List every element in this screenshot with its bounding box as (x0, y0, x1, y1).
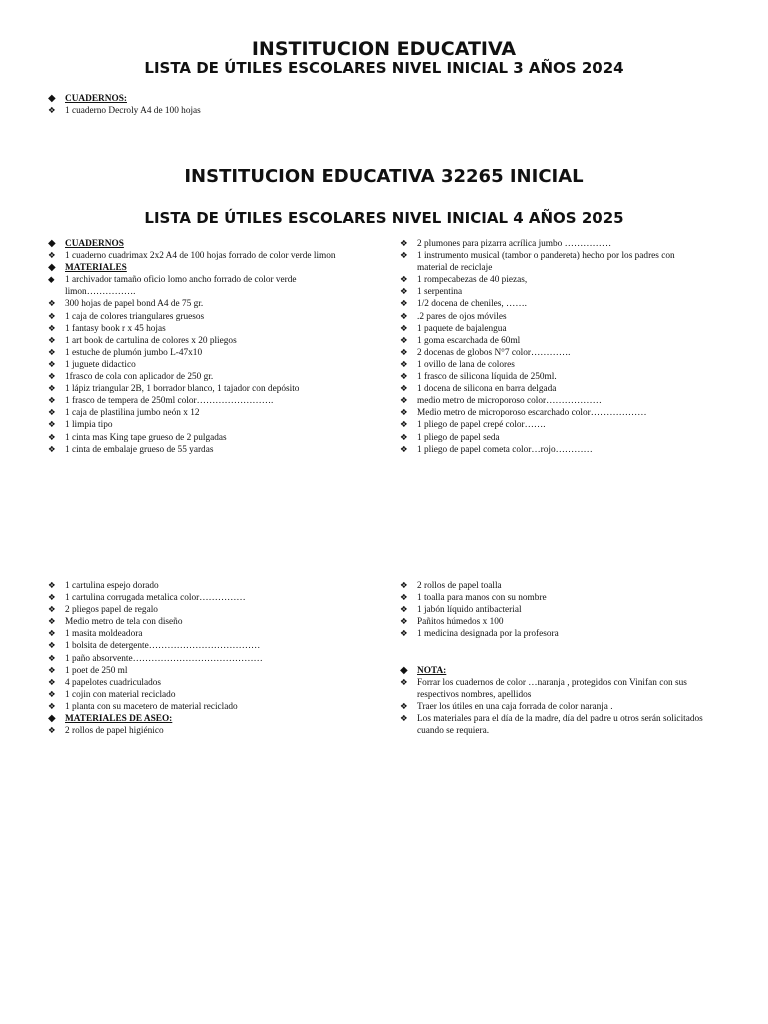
diamond-bullet-icon: ◆ (48, 275, 55, 286)
list-2025-right-2 (400, 580, 705, 640)
header-title-2025: INSTITUCION EDUCATIVA 32265 INICIAL (184, 166, 584, 187)
list-item (400, 335, 705, 347)
list-heading-text: MATERIALES DE ASEO: (65, 714, 173, 725)
list-item (400, 395, 705, 407)
list-heading-text: CUADERNOS (65, 239, 124, 249)
fleuron-bullet-icon: ❖ (400, 432, 408, 443)
list-item-text: 1 goma escarchada de 60ml (417, 335, 521, 346)
fleuron-bullet-icon: ❖ (48, 726, 56, 737)
list-item (48, 419, 348, 431)
list-item (48, 592, 348, 604)
list-item (400, 371, 705, 383)
list-item (48, 616, 348, 628)
list-item-text: 4 papelotes cuadriculados (65, 677, 162, 688)
fleuron-bullet-icon: ❖ (400, 299, 408, 310)
header-subtitle-2025: LISTA DE ÚTILES ESCOLARES NIVEL INICIAL 4 AÑOS 2025 (144, 209, 624, 227)
list-item-text: 1 frasco de silicona líquida de 250ml. (417, 372, 557, 383)
fleuron-bullet-icon: ❖ (48, 372, 56, 383)
list-item (400, 359, 705, 371)
list-item-text: 1 ovillo de lana de colores (417, 359, 515, 370)
list-item (400, 604, 705, 616)
list-item-text: 2 pliegos papel de regalo (65, 605, 158, 616)
list-item-text: 1/2 docena de cheniles, ……. (417, 299, 527, 310)
fleuron-bullet-icon: ❖ (48, 665, 56, 676)
list-item (400, 432, 705, 444)
list-item (400, 419, 705, 431)
list-item-text: 1frasco de cola con aplicador de 250 gr. (65, 372, 214, 383)
fleuron-bullet-icon: ❖ (48, 251, 56, 262)
list-item-text: Pañitos húmedos x 100 (417, 617, 504, 628)
list-item-text: 1 cuaderno cuadrimax 2x2 A4 de 100 hojas forrado de color verde limon (65, 251, 336, 262)
list-item (400, 311, 705, 323)
list-item-text: 1 frasco de tempera de 250ml color……………………. (65, 396, 274, 407)
list-item-text: 1 caja de colores triangulares gruesos (65, 311, 205, 322)
list-item (400, 286, 705, 298)
fleuron-bullet-icon: ❖ (48, 299, 56, 310)
list-item-text: Los materiales para el día de la madre, día del padre u otros serán solicitados cuando se requiera. (417, 714, 703, 737)
list-item-text: 1 masita moldeadora (65, 629, 143, 640)
fleuron-bullet-icon: ❖ (48, 384, 56, 395)
list-item (48, 359, 348, 371)
diamond-bullet-icon: ◆ (400, 665, 408, 676)
list-item-text: 1 pliego de papel cometa color…rojo………… (417, 444, 593, 455)
fleuron-bullet-icon: ❖ (48, 617, 56, 628)
fleuron-bullet-icon: ❖ (48, 396, 56, 407)
fleuron-bullet-icon: ❖ (48, 408, 56, 419)
list-item-text: 1 docena de silicona en barra delgada (417, 384, 557, 395)
list-item (48, 335, 348, 347)
fleuron-bullet-icon: ❖ (400, 444, 408, 455)
list-item (48, 105, 368, 117)
list-item-text: 1 instrumento musical (tambor o pandereta) hecho por los padres con material de reciclaje (417, 251, 675, 274)
list-heading-text: MATERIALES (65, 263, 127, 274)
list-item (48, 274, 348, 298)
fleuron-bullet-icon: ❖ (48, 629, 56, 640)
list-item-text: 1 cinta de embalaje grueso de 55 yardas (65, 444, 214, 455)
fleuron-bullet-icon: ❖ (400, 275, 408, 286)
list-item-text: 1 cinta mas King tape grueso de 2 pulgadas (65, 432, 227, 443)
fleuron-bullet-icon: ❖ (400, 605, 408, 616)
list-heading-text: NOTA: (417, 666, 447, 676)
list-item (48, 432, 348, 444)
list-item (48, 347, 348, 359)
list-item (400, 677, 705, 701)
list-item-text: 1 cojin con material reciclado (65, 689, 176, 700)
list-item (48, 580, 348, 592)
fleuron-bullet-icon: ❖ (48, 641, 56, 652)
list-item-text: 1 paño absorvente…………………………………… (65, 653, 263, 664)
list-item-text: 1 caja de plastilina jumbo neón x 12 (65, 408, 200, 419)
list-heading-text: CUADERNOS: (65, 94, 127, 104)
header-subtitle-2024: LISTA DE ÚTILES ESCOLARES NIVEL INICIAL 3 AÑOS 2024 (144, 59, 624, 77)
fleuron-bullet-icon: ❖ (400, 714, 408, 725)
list-item (400, 713, 705, 737)
list-item (48, 371, 348, 383)
fleuron-bullet-icon: ❖ (400, 239, 408, 249)
fleuron-bullet-icon: ❖ (48, 420, 56, 431)
list-item (48, 640, 348, 652)
list-item-text: Forrar los cuadernos de color …naranja , protegidos con Vinifan con sus respectivos nombres, apellidos (417, 678, 687, 701)
list-item-text: 1 pliego de papel seda (417, 432, 500, 443)
list-item (400, 592, 705, 604)
list-item-text: 1 rompecabezas de 40 piezas, (417, 275, 528, 286)
fleuron-bullet-icon: ❖ (48, 689, 56, 700)
list-item (400, 701, 705, 713)
list-2025-right-1 (400, 238, 705, 456)
fleuron-bullet-icon: ❖ (48, 581, 56, 591)
fleuron-bullet-icon: ❖ (400, 287, 408, 298)
list-item (400, 444, 705, 456)
list-item-text: 300 hojas de papel bond A4 de 75 gr. (65, 299, 204, 310)
notes-list (400, 665, 705, 738)
list-item (48, 298, 348, 310)
fleuron-bullet-icon: ❖ (48, 432, 56, 443)
list-item (400, 347, 705, 359)
fleuron-bullet-icon: ❖ (400, 617, 408, 628)
list-item-text: 1 art book de cartulina de colores x 20 pliegos (65, 335, 237, 346)
list-item (48, 725, 348, 737)
list-item-text: Traer los útiles en una caja forrada de color naranja . (417, 702, 613, 713)
fleuron-bullet-icon: ❖ (400, 420, 408, 431)
list-item-text: 2 docenas de globos N°7 color…………. (417, 347, 571, 358)
list-item (48, 653, 348, 665)
fleuron-bullet-icon: ❖ (48, 359, 56, 370)
list-item (48, 311, 348, 323)
list-item-text: 1 serpentina (417, 287, 463, 298)
list-heading (48, 713, 348, 725)
diamond-bullet-icon: ◆ (48, 713, 56, 725)
list-item (48, 677, 348, 689)
list-2025-left-2 (48, 580, 348, 737)
list-item-text: 1 toalla para manos con su nombre (417, 593, 547, 604)
fleuron-bullet-icon: ❖ (48, 335, 56, 346)
list-item-text: 1 fantasy book r x 45 hojas (65, 323, 166, 334)
list-item-text: 1 pliego de papel crepé color……. (417, 420, 546, 431)
fleuron-bullet-icon: ❖ (400, 347, 408, 358)
diamond-bullet-icon: ◆ (48, 238, 56, 249)
fleuron-bullet-icon: ❖ (400, 311, 408, 322)
list-item (400, 407, 705, 419)
fleuron-bullet-icon: ❖ (48, 323, 56, 334)
list-heading (48, 93, 368, 105)
list-item (48, 689, 348, 701)
fleuron-bullet-icon: ❖ (48, 593, 56, 604)
diamond-bullet-icon: ◆ (48, 262, 56, 274)
list-item-text: 1 lápiz triangular 2B, 1 borrador blanco, 1 tajador con depósito (65, 384, 300, 395)
list-item (48, 383, 348, 395)
fleuron-bullet-icon: ❖ (48, 701, 56, 712)
list-item-text: 1 archivador tamaño oficio lomo ancho forrado de color verde limon……………. (65, 275, 297, 298)
list-item (48, 701, 348, 713)
list-item (48, 395, 348, 407)
list-item-text: 1 juguete didactico (65, 359, 136, 370)
list-item-text: 2 rollos de papel toalla (417, 581, 502, 591)
fleuron-bullet-icon: ❖ (400, 678, 408, 689)
list-item (48, 444, 348, 456)
diamond-bullet-icon: ◆ (48, 93, 56, 104)
list-item-text: 2 rollos de papel higiénico (65, 726, 164, 737)
list-item (400, 323, 705, 335)
header-title-2024: INSTITUCION EDUCATIVA (251, 38, 517, 60)
list-item-text: 1 jabón líquido antibacterial (417, 605, 522, 616)
fleuron-bullet-icon: ❖ (400, 335, 408, 346)
list-item-text: 1 cartulina espejo dorado (65, 581, 159, 591)
list-heading (48, 262, 348, 274)
fleuron-bullet-icon: ❖ (400, 629, 408, 640)
list-item-text: Medio metro de tela con diseño (65, 617, 183, 628)
fleuron-bullet-icon: ❖ (400, 359, 408, 370)
fleuron-bullet-icon: ❖ (48, 653, 56, 664)
list-item-text: 1 cartulina corrugada metalica color…………… (65, 593, 246, 604)
fleuron-bullet-icon: ❖ (48, 347, 56, 358)
fleuron-bullet-icon: ❖ (400, 384, 408, 395)
list-item (400, 238, 705, 250)
list-item (48, 323, 348, 335)
list-item (48, 604, 348, 616)
list-item-text: 1 paquete de bajalengua (417, 323, 507, 334)
list-item-text: .2 pares de ojos móviles (417, 311, 507, 322)
list-item-text: 1 planta con su macetero de material reciclado (65, 701, 238, 712)
list-item (400, 250, 705, 274)
fleuron-bullet-icon: ❖ (400, 323, 408, 334)
fleuron-bullet-icon: ❖ (48, 677, 56, 688)
list-item (400, 274, 705, 286)
fleuron-bullet-icon: ❖ (400, 372, 408, 383)
list-2025-left-1 (48, 238, 348, 456)
fleuron-bullet-icon: ❖ (400, 581, 408, 591)
fleuron-bullet-icon: ❖ (400, 408, 408, 419)
list-heading (48, 238, 348, 250)
list-item (400, 616, 705, 628)
fleuron-bullet-icon: ❖ (400, 251, 408, 262)
list-item (400, 628, 705, 640)
list-item (400, 383, 705, 395)
list-item (48, 250, 348, 262)
list-2024 (48, 93, 368, 117)
list-item (400, 580, 705, 592)
list-item-text: Medio metro de microporoso escarchado color……………… (417, 408, 647, 419)
fleuron-bullet-icon: ❖ (48, 311, 56, 322)
fleuron-bullet-icon: ❖ (400, 702, 408, 713)
list-item-text: 1 poet de 250 ml (65, 665, 128, 676)
fleuron-bullet-icon: ❖ (48, 605, 56, 616)
list-item-text: 1 estuche de plumón jumbo L-47x10 (65, 347, 203, 358)
fleuron-bullet-icon: ❖ (48, 444, 56, 455)
list-item-text: 1 medicina designada por la profesora (417, 629, 559, 640)
list-item-text: 1 cuaderno Decroly A4 de 100 hojas (65, 106, 201, 117)
list-item (48, 628, 348, 640)
fleuron-bullet-icon: ❖ (400, 396, 408, 407)
list-item-text: 1 limpia tipo (65, 420, 113, 431)
list-item-text: 2 plumones para pizarra acrílica jumbo …………… (417, 239, 612, 249)
list-item (48, 665, 348, 677)
list-item-text: medio metro de microporoso color……………… (417, 396, 602, 407)
list-item (48, 407, 348, 419)
list-heading (400, 665, 705, 677)
list-item-text: 1 bolsita de detergente……………………………… (65, 641, 261, 652)
fleuron-bullet-icon: ❖ (48, 106, 56, 117)
list-item (400, 298, 705, 310)
fleuron-bullet-icon: ❖ (400, 593, 408, 604)
